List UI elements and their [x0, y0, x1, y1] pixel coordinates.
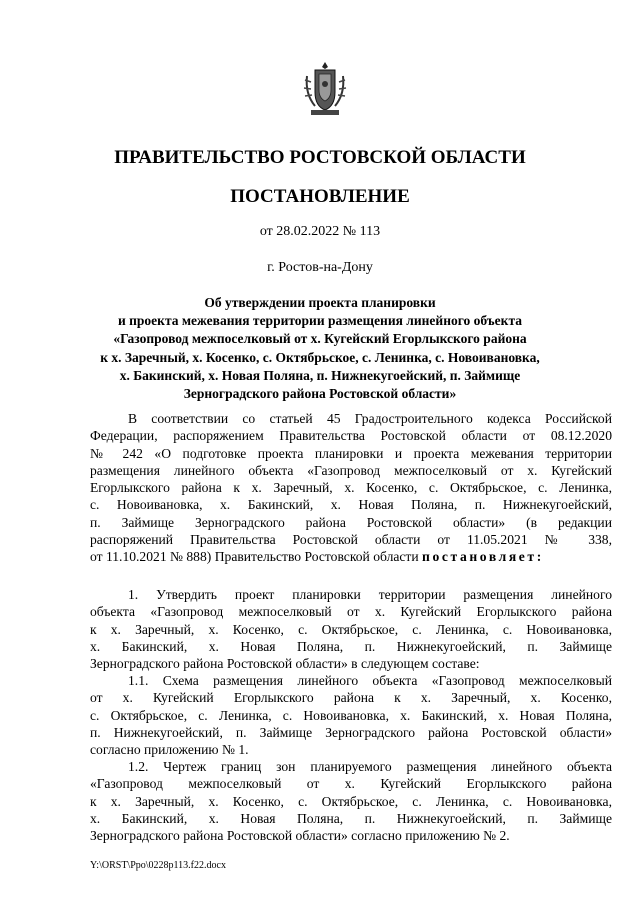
subject-line: Зерноградского района Ростовской области» — [183, 386, 457, 402]
text-line: к х. Заречный, х. Косенко, с. Октябрьское, с. Ленинка, с. Новоивановка, — [90, 793, 612, 809]
item-1-2 — [90, 758, 612, 844]
subject-line: и проекта межевания территории размещения линейного объекта — [117, 313, 522, 329]
government-name: ПРАВИТЕЛЬСТВО РОСТОВСКОЙ ОБЛАСТИ — [114, 147, 526, 168]
text-line: 1.2. Чертеж границ зон планируемого размещения линейного объекта — [128, 759, 612, 774]
document-subject — [80, 294, 560, 403]
subject-line: х. Бакинский, х. Новая Поляна, п. Нижнекугоейский, п. Займище — [119, 367, 521, 383]
text-line: 1. Утвердить проект планировки территории размещения линейного — [128, 587, 612, 602]
text-line: Егорлыкского района к х. Заречный, х. Косенко, с. Октябрьское, с. Ленинка, — [90, 480, 612, 496]
text-line: объекта «Газопровод межпоселковый от х. Кугейский Егорлыкского района — [90, 604, 612, 620]
city: г. Ростов-на-Дону — [267, 260, 373, 275]
text-line: х. Бакинский, х. Новая Поляна, п. Нижнекугоейский, п. Займище — [90, 638, 612, 654]
text-line: Федерации, распоряжением Правительства Ростовской области от 08.12.2020 — [90, 428, 612, 444]
item-1 — [90, 586, 612, 672]
text-line: от х. Кугейский Егорлыкского района к х. Заречный, х. Косенко, — [90, 690, 612, 706]
subject-line: Об утверждении проекта планировки — [204, 295, 436, 310]
preamble-paragraph — [90, 410, 612, 566]
document-type: ПОСТАНОВЛЕНИЕ — [230, 186, 410, 207]
subject-line: «Газопровод межпоселковый от х. Кугейский Егорлыкского района — [113, 331, 527, 347]
coat-of-arms-icon — [303, 60, 347, 118]
text-line: № 242 «О подготовке проекта планировки и проекта межевания территории — [90, 445, 612, 461]
text-line: размещения линейного объекта «Газопровод межпоселковый от х. Кугейский — [90, 462, 612, 478]
text-line: х. Бакинский, х. Новая Поляна, п. Нижнекугоейский, п. Займище — [90, 810, 612, 826]
text-line: Зерноградского района Ростовской области» в следующем составе: — [90, 656, 480, 672]
text-line: п. Нижнекугоейский, п. Займище Зерноградского района Ростовской области» — [90, 724, 612, 740]
text-line: к х. Заречный, х. Косенко, с. Октябрьское, с. Ленинка, с. Новоивановка, — [90, 621, 612, 637]
text-line — [90, 548, 612, 565]
text-line: согласно приложению № 1. — [90, 742, 249, 758]
text-line: п. Займище Зерноградского района Ростовской области» (в редакции — [90, 514, 612, 530]
text-line: с. Новоивановка, х. Бакинский, х. Новая Поляна, п. Нижнекугоейский, — [90, 497, 612, 513]
subject-line: к х. Заречный, х. Косенко, с. Октябрьское, с. Ленинка, с. Новоивановка, — [100, 349, 540, 365]
file-path-footer: Y:\ORST\Ppo\0228p113.f22.docx — [90, 860, 226, 871]
text-line: распоряжений Правительства Ростовской области от 11.05.2021 № 338, — [90, 532, 612, 548]
text-line: В соответствии со статьей 45 Градостроительного кодекса Российской — [128, 411, 612, 426]
text-line: с. Октябрьское, с. Ленинка, с. Новоивановка, х. Бакинский, х. Новая Поляна, — [90, 707, 612, 723]
decree-word: постановляет: — [422, 549, 544, 565]
item-1-1 — [90, 672, 612, 758]
text-line: 1.1. Схема размещения линейного объекта «Газопровод межпоселковый — [128, 673, 612, 688]
text-line: Зерноградского района Ростовской области» согласно приложению № 2. — [90, 828, 510, 844]
date-number: от 28.02.2022 № 113 — [259, 224, 381, 239]
text-line: «Газопровод межпоселковый от х. Кугейский Егорлыкского района — [90, 776, 612, 792]
preamble-last-text: от 11.10.2021 № 888) Правительство Ростовской области — [90, 549, 423, 565]
